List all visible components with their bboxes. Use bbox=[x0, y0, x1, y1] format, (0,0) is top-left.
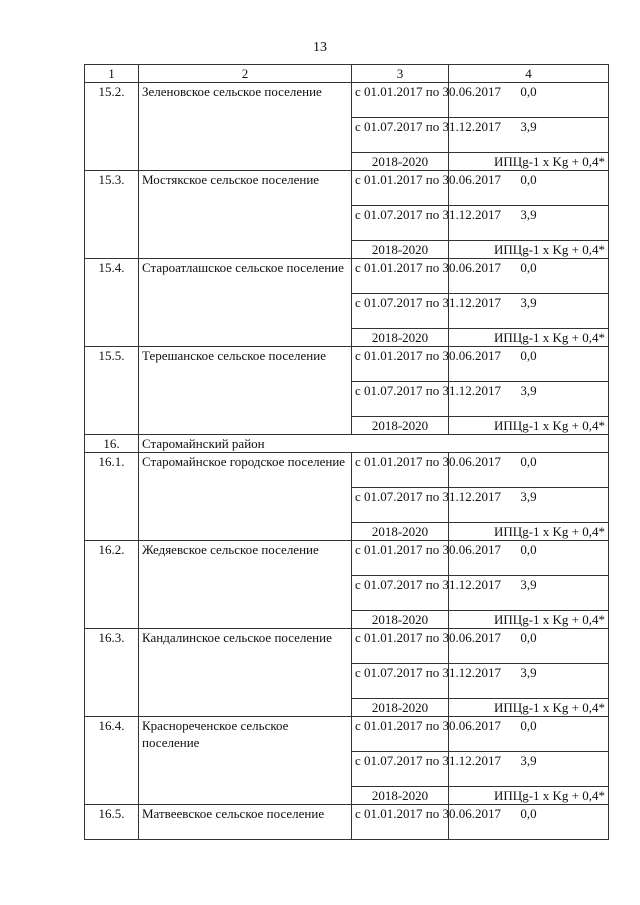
period-cell: с 01.07.2017 по 31.12.2017 bbox=[352, 576, 449, 611]
value-cell: 0,0 bbox=[449, 347, 609, 382]
section-number: 15.3. bbox=[85, 171, 139, 259]
value-cell: 3,9 bbox=[449, 752, 609, 787]
value-cell: 3,9 bbox=[449, 664, 609, 699]
table-row bbox=[85, 171, 609, 206]
value-cell: 3,9 bbox=[449, 488, 609, 523]
value-cell: 3,9 bbox=[449, 294, 609, 329]
settlement-name: Мостякское сельское поселение bbox=[139, 171, 352, 259]
period-cell: 2018-2020 bbox=[352, 611, 449, 629]
period-cell: с 01.01.2017 по 30.06.2017 bbox=[352, 717, 449, 752]
period-cell: с 01.07.2017 по 31.12.2017 bbox=[352, 488, 449, 523]
period-cell: с 01.07.2017 по 31.12.2017 bbox=[352, 752, 449, 787]
table-row bbox=[85, 629, 609, 664]
table-row bbox=[85, 259, 609, 294]
section-number: 15.4. bbox=[85, 259, 139, 347]
period-cell: с 01.01.2017 по 30.06.2017 bbox=[352, 541, 449, 576]
period-cell: 2018-2020 bbox=[352, 417, 449, 435]
formula-cell: ИПЦg-1 x Kg + 0,4* bbox=[449, 523, 609, 541]
period-cell: с 01.07.2017 по 31.12.2017 bbox=[352, 294, 449, 329]
section-number: 16. bbox=[85, 435, 139, 453]
period-cell: с 01.07.2017 по 31.12.2017 bbox=[352, 664, 449, 699]
formula-cell: ИПЦg-1 x Kg + 0,4* bbox=[449, 153, 609, 171]
period-cell: 2018-2020 bbox=[352, 153, 449, 171]
table-row bbox=[85, 717, 609, 752]
section-number: 16.1. bbox=[85, 453, 139, 541]
table-row bbox=[85, 541, 609, 576]
formula-cell: ИПЦg-1 x Kg + 0,4* bbox=[449, 787, 609, 805]
column-header: 2 bbox=[139, 65, 352, 83]
table-body bbox=[85, 83, 609, 840]
period-cell: с 01.01.2017 по 30.06.2017 bbox=[352, 83, 449, 118]
value-cell: 0,0 bbox=[449, 805, 609, 840]
settlement-name: Жедяевское сельское поселение bbox=[139, 541, 352, 629]
formula-cell: ИПЦg-1 x Kg + 0,4* bbox=[449, 241, 609, 259]
value-cell: 3,9 bbox=[449, 382, 609, 417]
period-cell: с 01.07.2017 по 31.12.2017 bbox=[352, 206, 449, 241]
value-cell: 0,0 bbox=[449, 259, 609, 294]
formula-cell: ИПЦg-1 x Kg + 0,4* bbox=[449, 699, 609, 717]
period-cell: с 01.01.2017 по 30.06.2017 bbox=[352, 453, 449, 488]
section-number: 16.2. bbox=[85, 541, 139, 629]
period-cell: 2018-2020 bbox=[352, 787, 449, 805]
formula-cell: ИПЦg-1 x Kg + 0,4* bbox=[449, 329, 609, 347]
value-cell: 0,0 bbox=[449, 629, 609, 664]
period-cell: с 01.07.2017 по 31.12.2017 bbox=[352, 382, 449, 417]
table-row bbox=[85, 435, 609, 453]
section-number: 15.2. bbox=[85, 83, 139, 171]
table-row bbox=[85, 453, 609, 488]
period-cell: с 01.01.2017 по 30.06.2017 bbox=[352, 171, 449, 206]
period-cell: 2018-2020 bbox=[352, 523, 449, 541]
page-number: 13 bbox=[313, 40, 327, 55]
settlement-name: Терешанское сельское поселение bbox=[139, 347, 352, 435]
settlement-name: Краснореченское сельское поселение bbox=[139, 717, 352, 805]
table-header-row bbox=[85, 65, 609, 83]
value-cell: 0,0 bbox=[449, 717, 609, 752]
section-number: 15.5. bbox=[85, 347, 139, 435]
value-cell: 0,0 bbox=[449, 541, 609, 576]
period-cell: 2018-2020 bbox=[352, 329, 449, 347]
period-cell: с 01.01.2017 по 30.06.2017 bbox=[352, 805, 449, 840]
section-number: 16.5. bbox=[85, 805, 139, 840]
settlement-name: Матвеевское сельское поселение bbox=[139, 805, 352, 840]
value-cell: 0,0 bbox=[449, 171, 609, 206]
period-cell: с 01.01.2017 по 30.06.2017 bbox=[352, 629, 449, 664]
formula-cell: ИПЦg-1 x Kg + 0,4* bbox=[449, 611, 609, 629]
table-row bbox=[85, 347, 609, 382]
period-cell: с 01.01.2017 по 30.06.2017 bbox=[352, 347, 449, 382]
table-row bbox=[85, 805, 609, 840]
settlement-name: Зеленовское сельское поселение bbox=[139, 83, 352, 171]
district-name: Старомайнский район bbox=[139, 435, 609, 453]
settlement-name: Староатлашское сельское поселение bbox=[139, 259, 352, 347]
table-row bbox=[85, 83, 609, 118]
value-cell: 3,9 bbox=[449, 118, 609, 153]
settlement-name: Старомайнское городское поселение bbox=[139, 453, 352, 541]
settlement-name: Кандалинское сельское поселение bbox=[139, 629, 352, 717]
value-cell: 0,0 bbox=[449, 453, 609, 488]
value-cell: 0,0 bbox=[449, 83, 609, 118]
period-cell: с 01.01.2017 по 30.06.2017 bbox=[352, 259, 449, 294]
column-header: 3 bbox=[352, 65, 449, 83]
section-number: 16.4. bbox=[85, 717, 139, 805]
formula-cell: ИПЦg-1 x Kg + 0,4* bbox=[449, 417, 609, 435]
section-number: 16.3. bbox=[85, 629, 139, 717]
value-cell: 3,9 bbox=[449, 576, 609, 611]
period-cell: 2018-2020 bbox=[352, 699, 449, 717]
period-cell: 2018-2020 bbox=[352, 241, 449, 259]
value-cell: 3,9 bbox=[449, 206, 609, 241]
column-header: 4 bbox=[449, 65, 609, 83]
column-header: 1 bbox=[85, 65, 139, 83]
tariff-table bbox=[84, 64, 609, 840]
period-cell: с 01.07.2017 по 31.12.2017 bbox=[352, 118, 449, 153]
